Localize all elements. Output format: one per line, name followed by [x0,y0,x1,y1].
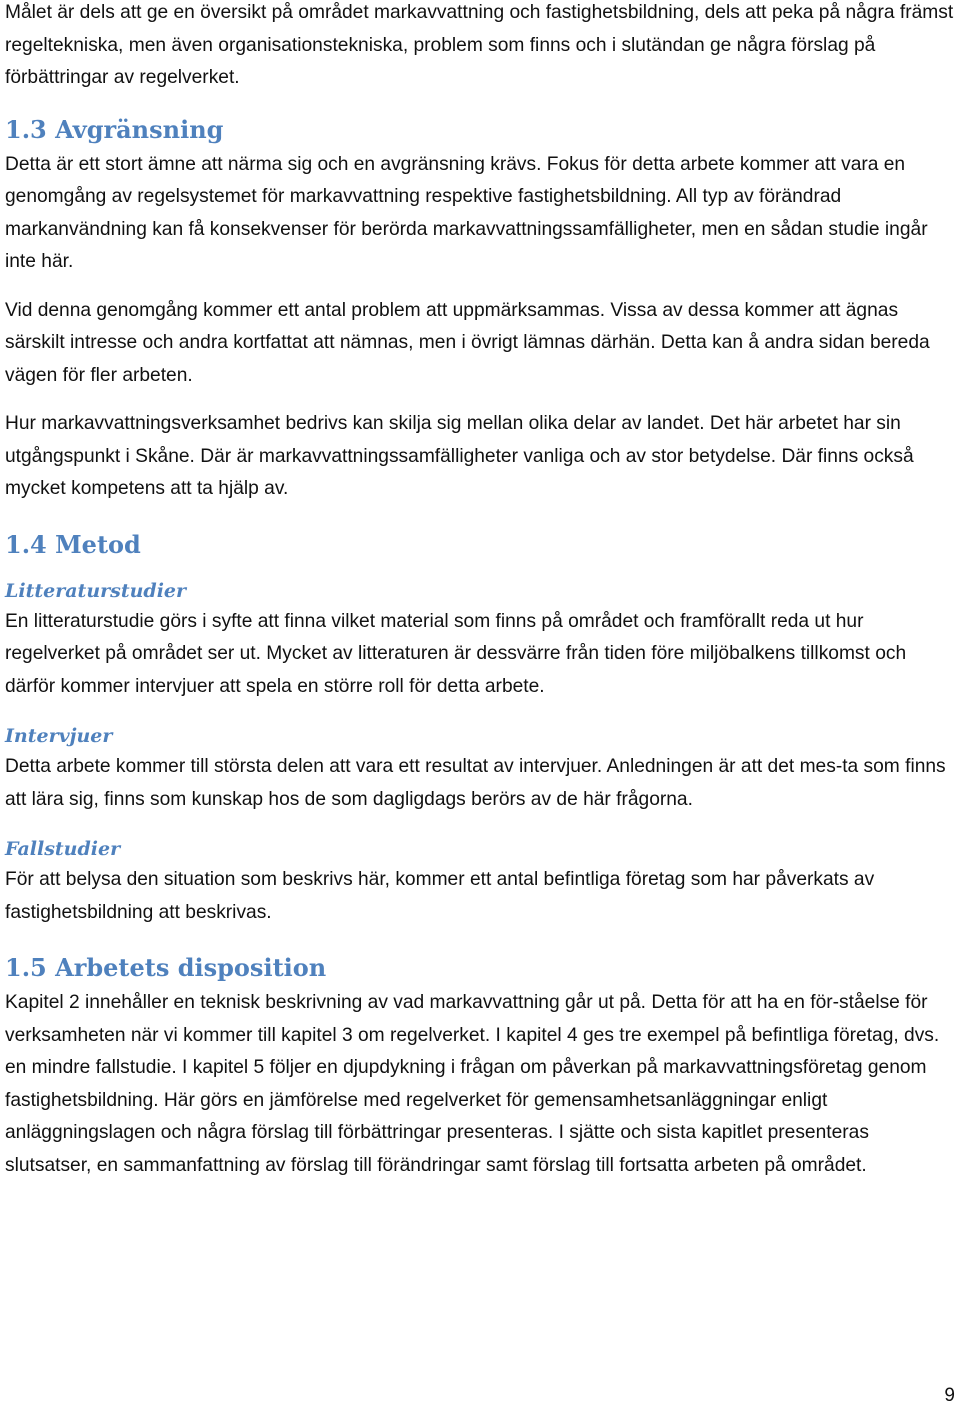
section-heading-metod: 1.4 Metod [5,529,141,559]
subheading-litteraturstudier: Litteraturstudier [5,579,187,602]
section-heading-avgransning: 1.3 Avgränsning [5,114,224,144]
intervjuer-paragraph: Detta arbete kommer till största delen att vara ett resultat av intervjuer. Anledningen är att det mes-ta som finns att lära sig, finns som kunskap hos de som dagligdags berörs av de här frågorna. [5,756,946,810]
avgransning-paragraph-2: Vid denna genomgång kommer ett antal problem att uppmärksammas. Vissa av dessa kommer att ägnas särskilt intresse och andra kortfattat att nämnas, men i övrigt lämnas därhän. Detta kan å andra sidan bereda vägen för fler arbeten. [5,299,930,386]
page-number: 9 [944,1385,955,1406]
avgransning-paragraph-1: Detta är ett stort ämne att närma sig och en avgränsning krävs. Fokus för detta arbete kommer att vara en genomgång av regelsystemet för markavvattning respektive fastighetsbildning. All typ av förändrad markanvändning kan få konsekvenser för berörda markavvattningssamfälligheter, men en sådan studie ingår inte här. [5,153,928,272]
fallstudier-paragraph: För att belysa den situation som beskrivs här, kommer ett antal befintliga företag som har påverkats av fastighetsbildning att beskrivas. [5,869,875,923]
subheading-intervjuer: Intervjuer [5,725,113,747]
litteraturstudier-paragraph: En litteraturstudie görs i syfte att finna vilket material som finns på området och framförallt reda ut hur regelverket på området ser ut. Mycket av litteraturen är dessvärre från tiden före miljöbalkens tillkomst och därför kommer intervjuer att spela en större roll för detta arbete. [5,610,907,697]
disposition-paragraph: Kapitel 2 innehåller en teknisk beskrivning av vad markavvattning går ut på. Detta för att ha en för-ståelse för verksamheten när vi kommer till kapitel 3 om regelverket. I kapitel 4 ges tre exempel på befintliga företag, dvs. en mindre fallstudie. I kapitel 5 följer en djupdykning i frågan om påverkan på markavvattningsföretag genom fastighetsbildning. Här görs en jämförelse med regelverket för gemensamhetsanläggningar enligt anläggningslagen och några förslag till förbättringar presenteras. I sjätte och sista kapitlet presenteras slutsatser, en sammanfattning av förslag till förändringar samt förslag till fortsatta arbeten på området. [5,992,940,1176]
document-page [5,0,955,1182]
avgransning-paragraph-3: Hur markavvattningsverksamhet bedrivs kan skilja sig mellan olika delar av landet. Det här arbetet har sin utgångspunkt i Skåne. Där är markavvattningssamfälligheter vanliga och av stor betydelse. Där finns också mycket kompetens att ta hjälp av. [5,413,914,499]
intro-paragraph: Målet är dels att ge en översikt på området markavvattning och fastighetsbildning, dels att peka på några främst regeltekniska, men även organisationstekniska, problem som finns och i slutändan ge några förslag på förbättringar av regelverket. [5,2,954,88]
subheading-fallstudier: Fallstudier [5,838,121,860]
section-heading-disposition: 1.5 Arbetets disposition [5,953,327,982]
